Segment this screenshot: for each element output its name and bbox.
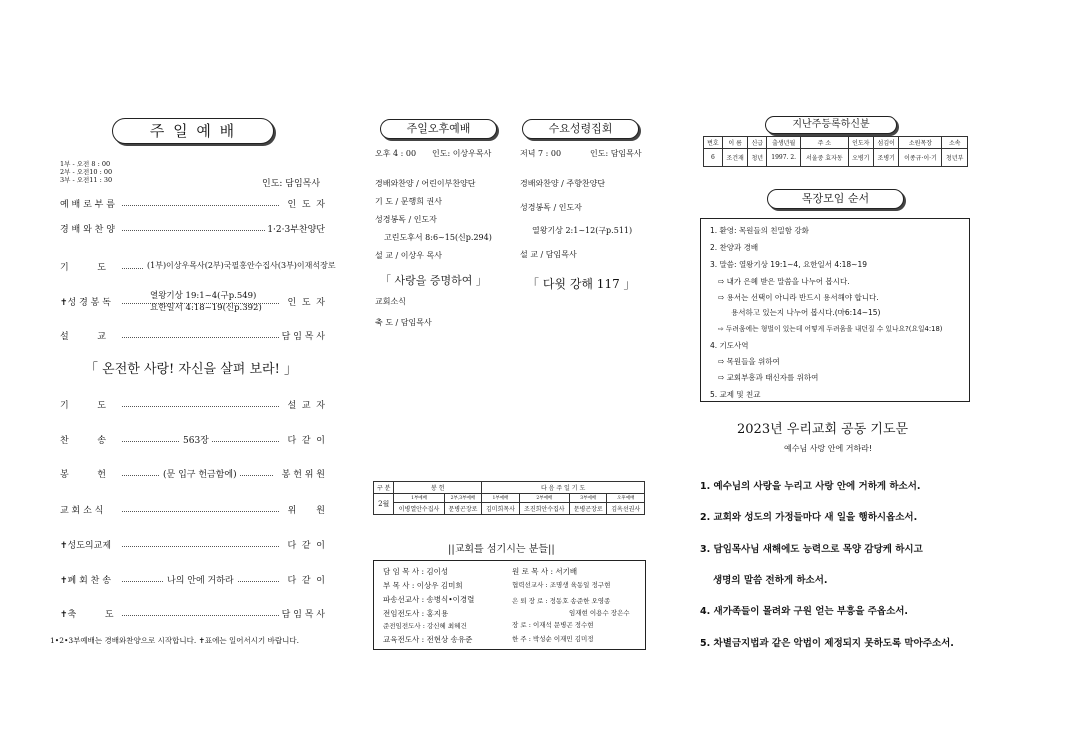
table-cell: 번호	[704, 137, 723, 149]
afternoon-line: 축 도 / 담임목사	[375, 318, 432, 327]
table-cell: 주 소	[801, 137, 848, 149]
row-label: 기 도	[60, 401, 106, 411]
row-label: 기 도	[60, 263, 106, 273]
row-label: 교 회 소 식	[60, 506, 104, 516]
row-label: ✝성도의교제	[60, 541, 112, 551]
table-cell: 이종규·이·기	[899, 149, 942, 167]
wednesday-leader: 인도: 담임목사	[590, 149, 642, 158]
order-row	[60, 398, 325, 414]
table-cell: 1부예배	[482, 494, 520, 503]
cell-item: 1. 환영: 목원들의 친밀함 강화	[710, 226, 809, 235]
table-cell: 6	[704, 149, 723, 167]
table-cell: 3부예배	[569, 494, 607, 503]
row-right: 담 임 목 사	[281, 332, 325, 342]
prayer-item: 2. 교회와 성도의 가정들마다 새 일을 행하시옵소서.	[700, 512, 918, 523]
table-cell: 오후예배	[607, 494, 645, 503]
staff-line: 파송선교사 : 송병식•이경렬	[383, 595, 475, 604]
table-cell: 1부예배	[394, 494, 444, 503]
row-mid: 563장	[180, 433, 212, 446]
table-cell: 오병기	[848, 149, 873, 167]
cell-item: 용서하고 있는지 나누어 봅시다.(마6:14~15)	[731, 308, 881, 317]
row-right: 다 같 이	[287, 541, 325, 551]
table-cell: 청년부	[942, 149, 968, 167]
row-right: 다 같 이	[287, 436, 325, 446]
leader-dots	[122, 230, 265, 231]
order-row	[60, 573, 325, 589]
leader-dots	[122, 337, 279, 338]
sunday-title: 주 일 예 배	[112, 118, 274, 144]
table-cell: 구 분	[374, 482, 394, 494]
afternoon-sermon: 「 사랑을 증명하여 」	[380, 274, 487, 287]
row-label: 설 교	[60, 332, 106, 342]
order-row	[60, 433, 325, 449]
wednesday-line: 경배와찬양 / 주향찬양단	[520, 179, 606, 188]
order-row	[60, 538, 325, 554]
time-1: 1부 - 오전 8 : 00	[60, 160, 111, 168]
afternoon-line: 성경봉독 / 인도자	[375, 215, 437, 224]
table-row	[374, 503, 645, 515]
leader-dots	[122, 406, 279, 407]
order-row	[60, 503, 325, 519]
table-cell: 이 름	[722, 137, 747, 149]
time-3: 3부 - 오전11 : 30	[60, 176, 113, 184]
row-right: 설 교 자	[287, 401, 325, 411]
prayer-item: 생명의 말씀 전하게 하소서.	[713, 575, 828, 586]
leader-dots	[122, 511, 279, 512]
staff-line: 임재현 이용수 장은수	[569, 609, 630, 617]
prayer-item: 4. 새가족들이 몰려와 구원 얻는 부흥을 주옵소서.	[700, 606, 909, 617]
row-right: 다 같 이	[287, 576, 325, 586]
scripture-1: 열왕기상 19:1~4(구p.549)	[150, 291, 257, 301]
wednesday-sermon: 「 다윗 강해 117 」	[527, 277, 636, 291]
table-cell: 소속	[942, 137, 968, 149]
row-label: ✝축 도	[60, 610, 114, 620]
order-row	[60, 260, 336, 276]
afternoon-line: 설 교 / 이상우 목사	[375, 251, 442, 260]
table-cell: 문병곤장로	[444, 503, 482, 515]
table-cell: 2월	[374, 494, 394, 515]
leader-dots	[122, 546, 279, 547]
row-label: ✝성 경 봉 독	[60, 298, 111, 308]
wednesday-title: 수요성령집회	[522, 119, 639, 139]
wednesday-time: 저녁 7 : 00	[520, 149, 562, 158]
table-cell: 이병열안수집사	[394, 503, 444, 515]
staff-line: 부 목 사 : 이상우 김미희	[383, 581, 463, 590]
service-times	[60, 160, 112, 184]
order-row	[60, 329, 325, 345]
staff-line: 장 로 : 이재석 문병곤 정수현	[512, 621, 594, 629]
sunday-leader: 인도: 담임목사	[262, 179, 321, 189]
row-right: 위 원	[287, 506, 325, 516]
table-cell: 1997. 2.	[767, 149, 801, 167]
prayer-item: 5. 차별금지법과 같은 악법이 제정되지 못하도록 막아주소서.	[700, 638, 954, 649]
cell-item: ⇨ 교회부흥과 태신자를 위하여	[718, 373, 819, 382]
staff-line: 담 임 목 사 : 김이성	[383, 567, 449, 576]
row-label: 경 배 와 찬 양	[60, 225, 115, 235]
order-row	[60, 607, 325, 623]
duty-table	[373, 481, 645, 515]
table-cell: 조병기	[874, 149, 899, 167]
table-cell: 김옥선권사	[607, 503, 645, 515]
staff-title: ||교회를 섬기시는 분들||	[448, 544, 555, 555]
row-mid: (문 입구 헌금함에)	[160, 467, 240, 480]
cell-item: 4. 기도사역	[710, 341, 749, 350]
table-row	[704, 137, 968, 149]
row-label: 봉 헌	[60, 470, 106, 480]
staff-line: 협력선교사 : 조명생 육동일 정구현	[512, 581, 611, 589]
cell-item: 2. 찬양과 경배	[710, 243, 759, 252]
prayer-item: 3. 담임목사님 새해에도 능력으로 목양 감당케 하시고	[700, 544, 923, 555]
staff-line: 한 주 : 박성순 이재민 김미정	[512, 635, 594, 643]
afternoon-title: 주일오후예배	[380, 119, 497, 139]
sunday-footnote: 1•2•3부예배는 경배와찬양으로 시작합니다. ✝표에는 일어서시기 바랍니다.	[50, 636, 299, 645]
sunday-sermon-title: 「 온전한 사랑! 자신을 살펴 보라! 」	[85, 362, 297, 377]
prayer-title: 2023년 우리교회 공동 기도문	[737, 422, 909, 437]
wednesday-line: 설 교 / 담임목사	[520, 250, 577, 259]
table-cell: 소원목장	[899, 137, 942, 149]
row-right: 인 도 자	[287, 298, 325, 308]
leader-dots	[122, 615, 279, 616]
time-2: 2부 - 오전10 : 00	[60, 168, 113, 176]
scripture-2: 요한일서 4:18~19(신p.392)	[150, 303, 262, 313]
cell-item: 5. 교제 및 친교	[710, 390, 761, 399]
order-row	[60, 222, 325, 238]
visitor-table	[703, 136, 968, 167]
table-cell: 문병곤장로	[569, 503, 607, 515]
table-row	[374, 494, 645, 503]
row-label: 찬 송	[60, 436, 106, 446]
table-cell: 조진희안수집사	[519, 503, 569, 515]
sunday-scripture	[150, 290, 262, 314]
staff-line: 전임전도사 : 홍지용	[383, 609, 449, 618]
prayer-subtitle: 예수님 사랑 안에 거하라!	[784, 444, 873, 453]
cell-item: ⇨ 용서는 선택이 아니라 반드시 용서해야 합니다.	[718, 293, 879, 302]
row-label: ✝폐 회 찬 송	[60, 576, 111, 586]
staff-line: 원 로 목 사 : 서기배	[512, 567, 578, 576]
table-cell: 다 음 주 일 기 도	[482, 482, 645, 494]
table-cell: 2부예배	[519, 494, 569, 503]
cell-item: ⇨ 목원들을 위하여	[718, 357, 780, 366]
table-cell: 김미희목사	[482, 503, 520, 515]
staff-line: 교육전도사 : 전현상 송유준	[383, 635, 473, 644]
afternoon-line: 고린도후서 8:6~15(신p.294)	[384, 233, 492, 242]
afternoon-line: 기 도 / 문행희 권사	[375, 197, 442, 206]
table-cell: 인도자	[848, 137, 873, 149]
visitor-title: 지난주등록하신분	[765, 116, 897, 134]
table-cell: 조건재	[722, 149, 747, 167]
table-cell: 청년	[748, 149, 767, 167]
table-cell: 섬김이	[874, 137, 899, 149]
cell-item: ⇨ 내가 은혜 받은 말씀을 나누어 봅시다.	[718, 277, 850, 286]
table-row	[374, 482, 645, 494]
table-row	[704, 149, 968, 167]
row-right: 인 도 자	[287, 200, 325, 210]
afternoon-line: 경배와찬양 / 어린이부찬양단	[375, 179, 476, 188]
leader-dots	[122, 205, 279, 206]
table-cell: 출생년월	[767, 137, 801, 149]
row-mid: 나의 안에 거하라	[164, 573, 237, 586]
table-cell: 봉 헌	[394, 482, 482, 494]
row-right: 1·2·3부찬양단	[267, 225, 325, 235]
order-row	[60, 197, 325, 213]
cell-item: ⇨ 두려움에는 형벌이 있는데 어떻게 두려움을 내던질 수 있나요?(요일4:18)	[718, 325, 943, 333]
cell-meeting-title: 목장모임 순서	[767, 189, 904, 209]
staff-line: 은 퇴 장 로 : 정동호 송준한 오영종	[512, 597, 611, 605]
staff-line: 준전임전도사 : 강신혜 최혜건	[383, 622, 467, 630]
table-cell: 서울중 효자동	[801, 149, 848, 167]
order-row	[60, 467, 325, 483]
cell-item: 3. 말씀: 열왕기상 19:1~4, 요한일서 4:18~19	[710, 260, 868, 269]
afternoon-leader: 인도: 이상우목사	[432, 149, 492, 158]
row-label: 예 배 로 부 름	[60, 200, 115, 210]
prayer-item: 1. 예수님의 사랑을 누리고 사랑 안에 거하게 하소서.	[700, 481, 921, 492]
table-cell: 2부,3부예배	[444, 494, 482, 503]
row-right: 봉 헌 위 원	[281, 470, 325, 480]
row-right: 담 임 목 사	[281, 610, 325, 620]
table-cell: 신급	[748, 137, 767, 149]
wednesday-line: 성경봉독 / 인도자	[520, 203, 582, 212]
wednesday-line: 열왕기상 2:1~12(구p.511)	[532, 226, 633, 235]
afternoon-time: 오후 4 : 00	[375, 149, 417, 158]
row-mid: (1부)이상우목사(2부)국필홍안수집사(3부)이재석장로	[144, 260, 339, 271]
afternoon-line: 교회소식	[375, 297, 406, 306]
